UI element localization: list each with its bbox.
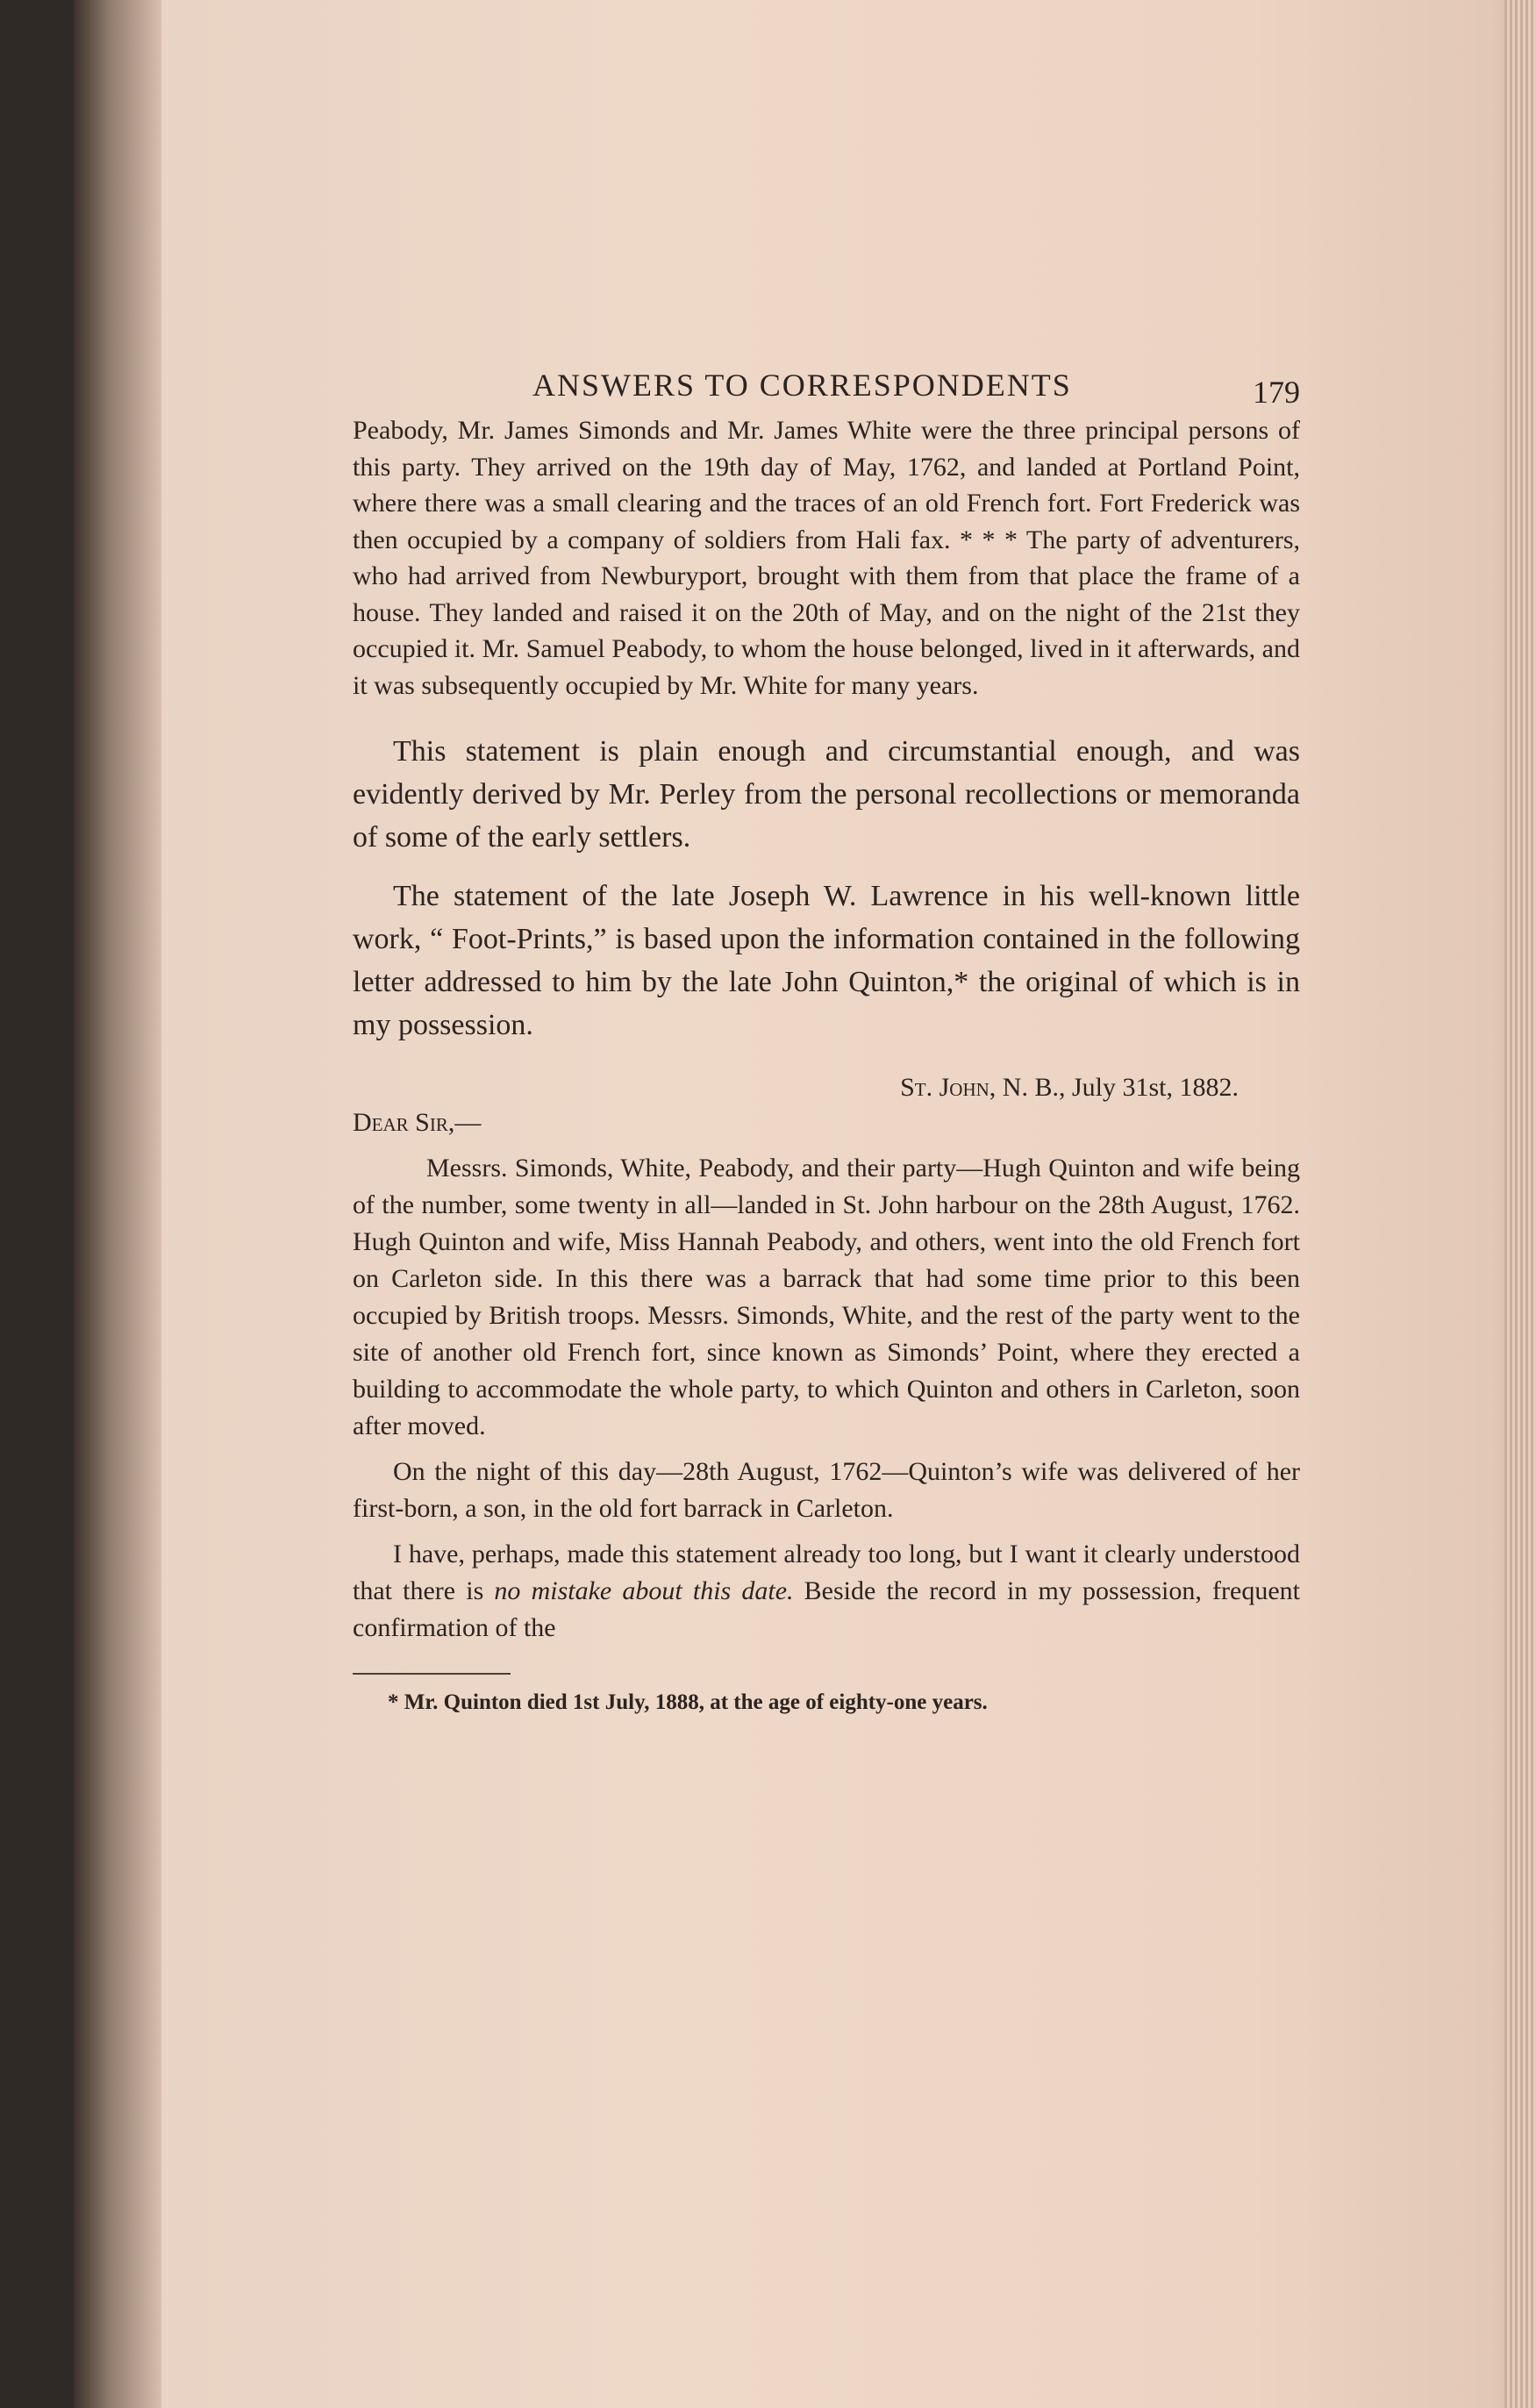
book-page — [74, 0, 1536, 2408]
footnote-rule — [353, 1673, 511, 1675]
page-edge-stack — [1504, 0, 1536, 2408]
letter-dateline — [353, 1073, 1300, 1103]
quoted-passage: Peabody, Mr. James Simonds and Mr. James White were the three principal persons of this party. They arrived on the 19th day of May, 1762, and landed at Portland Point, where there was a small clearing and the traces of an old French fort. Fort Frederick was then occupied by a company of soldiers from Hali fax. * * * The party of adventurers, who had arrived from Newburyport, brought with them from that place the frame of a house. They landed and raised it on the 20th of May, and on the night of the 21st they occupied it. Mr. Samuel Peabody, to whom the house belonged, lived in it afterwards, and it was subsequently occupied by Mr. White for many years. — [353, 416, 1300, 700]
letter-paragraph-1: Messrs. Simonds, White, Peabody, and their party—Hugh Quinton and wife being of the number, some twenty in all—landed in St. John harbour on the 28th August, 1762. Hugh Quinton and wife, Miss Hannah Peabody, and others, went into the old French fort on Carleton side. In this there was a barrack that had some time prior to this been occupied by British troops. Messrs. Simonds, White, and the rest of the party went to the site of another old French fort, since known as Simonds’ Point, where they erected a building to accommodate the whole party, to which Quinton and others in Carleton, soon after moved. — [353, 1154, 1300, 1440]
letter-emphasis: no mistake about this date. — [494, 1576, 794, 1605]
letter-paragraph-2: On the night of this day—28th August, 1762—Quinton’s wife was delivered of her first-born, a son, in the old fort barrack in Carleton. — [353, 1457, 1300, 1523]
page-number: 179 — [1253, 375, 1300, 410]
letter-paragraph-3-start: I have, perhaps, made this statement already too long, but I want it clearly understood that there is — [353, 1540, 1300, 1605]
footnote: * Mr. Quinton died 1st July, 1888, at the age of eighty-one years. — [388, 1690, 988, 1714]
letter-salutation: Dear Sir,— — [353, 1108, 482, 1137]
page-gutter-shadow — [74, 0, 161, 2408]
running-head — [353, 351, 1300, 412]
letter-date: , N. B., July 31st, 1882. — [989, 1073, 1239, 1102]
body-paragraph-1: This statement is plain enough and circumstantial enough, and was evidently derived by Mr. Perley from the personal recollections or memoranda of some of the early settlers. — [353, 735, 1300, 854]
letter-paragraph-3 — [353, 1536, 1300, 1647]
page-text-block — [353, 351, 1300, 1715]
letter-paragraph-3-end: Beside the record in my possession, frequent confirmation of the — [353, 1576, 1300, 1642]
running-title: ANSWERS TO CORRESPONDENTS — [532, 368, 1072, 403]
letter-city: St. John — [900, 1073, 989, 1102]
body-paragraph-2: The statement of the late Joseph W. Lawrence in his well-known little work, “ Foot-Prints,” is based upon the information contained in the following letter addressed to him by the late John Quinton,* the original of which is in my possession. — [353, 880, 1300, 1041]
